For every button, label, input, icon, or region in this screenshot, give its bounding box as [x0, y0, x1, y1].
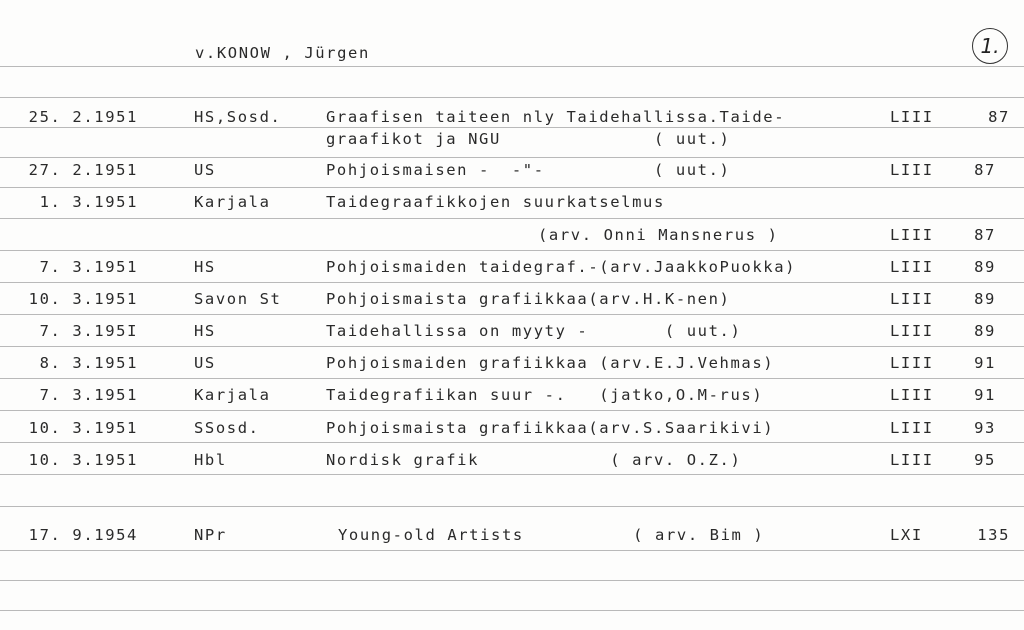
rule-line: [0, 378, 1024, 379]
rule-line: [0, 187, 1024, 188]
rule-line: [0, 610, 1024, 611]
rule-line: [0, 550, 1024, 551]
entry-title: Pohjoismaiden grafiikkaa (arv.E.J.Vehmas): [326, 354, 775, 372]
entry-title: Pohjoismaisen - -"- ( uut.): [326, 161, 731, 179]
entry-volume: LIII: [890, 290, 934, 308]
rule-line: [0, 474, 1024, 475]
rule-line: [0, 346, 1024, 347]
entry-title: Nordisk grafik ( arv. O.Z.): [326, 451, 742, 469]
entry-title: Young-old Artists ( arv. Bim ): [338, 526, 765, 544]
rule-line: [0, 218, 1024, 219]
entry-page: 87: [974, 226, 996, 244]
entry-title: (arv. Onni Mansnerus ): [538, 226, 779, 244]
entry-page: 87: [988, 108, 1010, 126]
entry-date: 10. 3.1951: [28, 451, 138, 469]
rule-line: [0, 250, 1024, 251]
rule-line: [0, 282, 1024, 283]
entry-source: Hbl: [194, 451, 227, 469]
rule-line: [0, 66, 1024, 67]
entry-page: 95: [974, 451, 996, 469]
entry-source: Karjala: [194, 386, 271, 404]
entry-date: 7. 3.195I: [39, 322, 138, 340]
entry-title: Taidegraafikkojen suurkatselmus: [326, 193, 665, 211]
rule-line: [0, 127, 1024, 128]
entry-volume: LIII: [890, 226, 934, 244]
entry-date: 1. 3.1951: [39, 193, 138, 211]
entry-title: graafikot ja NGU ( uut.): [326, 130, 731, 148]
entry-date: 10. 3.1951: [28, 419, 138, 437]
entry-title: Graafisen taiteen nly Taidehallissa.Taide-: [326, 108, 786, 126]
entry-volume: LIII: [890, 451, 934, 469]
entry-date: 25. 2.1951: [28, 108, 138, 126]
card-number: 1.: [980, 34, 1000, 58]
entry-volume: LIII: [890, 419, 934, 437]
card-number-circle: [972, 28, 1008, 64]
entry-date: 17. 9.1954: [28, 526, 138, 544]
entry-title: Taidehallissa on myyty - ( uut.): [326, 322, 742, 340]
entry-page: 91: [974, 354, 996, 372]
entry-page: 93: [974, 419, 996, 437]
entry-date: 8. 3.1951: [39, 354, 138, 372]
card-heading-name: v.KONOW , Jürgen: [195, 44, 370, 62]
entry-volume: LIII: [890, 354, 934, 372]
entry-source: HS: [194, 322, 216, 340]
entry-page: 91: [974, 386, 996, 404]
entry-page: 89: [974, 290, 996, 308]
rule-line: [0, 410, 1024, 411]
entry-source: HS,Sosd.: [194, 108, 282, 126]
entry-title: Pohjoismaista grafiikkaa(arv.H.K-nen): [326, 290, 731, 308]
entry-date: 7. 3.1951: [39, 258, 138, 276]
entry-volume: LIII: [890, 322, 934, 340]
entry-source: Savon St: [194, 290, 282, 308]
rule-line: [0, 97, 1024, 98]
entry-title: Pohjoismaista grafiikkaa(arv.S.Saarikivi): [326, 419, 775, 437]
entry-title: Taidegrafiikan suur -. (jatko,O.M-rus): [326, 386, 764, 404]
rule-line: [0, 580, 1024, 581]
rule-line: [0, 314, 1024, 315]
entry-page: 135: [977, 526, 1010, 544]
entry-volume: LIII: [890, 161, 934, 179]
entry-date: 10. 3.1951: [28, 290, 138, 308]
entry-page: 89: [974, 322, 996, 340]
rule-line: [0, 442, 1024, 443]
entry-page: 87: [974, 161, 996, 179]
entry-source: HS: [194, 258, 216, 276]
rule-line: [0, 506, 1024, 507]
entry-source: Karjala: [194, 193, 271, 211]
entry-source: NPr: [194, 526, 227, 544]
entry-volume: LIII: [890, 108, 934, 126]
entry-volume: LIII: [890, 386, 934, 404]
entry-source: US: [194, 161, 216, 179]
entry-date: 7. 3.1951: [39, 386, 138, 404]
entry-source: US: [194, 354, 216, 372]
entry-date: 27. 2.1951: [28, 161, 138, 179]
entry-source: SSosd.: [194, 419, 260, 437]
entry-volume: LXI: [890, 526, 923, 544]
entry-page: 89: [974, 258, 996, 276]
rule-line: [0, 157, 1024, 158]
entry-volume: LIII: [890, 258, 934, 276]
entry-title: Pohjoismaiden taidegraf.-(arv.JaakkoPuokka): [326, 258, 797, 276]
